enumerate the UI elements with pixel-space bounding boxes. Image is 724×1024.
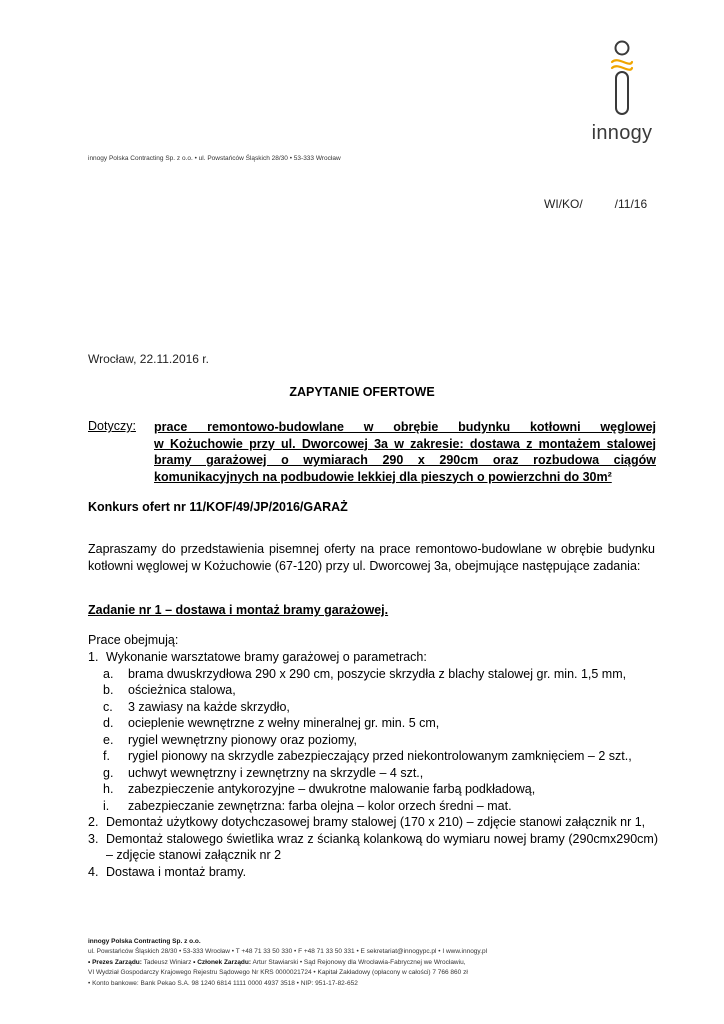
- innogy-logo-icon: [606, 38, 638, 118]
- list-item: [88, 864, 658, 881]
- innogy-logo: [582, 38, 662, 148]
- document-title: ZAPYTANIE OFERTOWE: [289, 385, 435, 399]
- footer-president: Tadeusz Winiarz: [143, 958, 192, 966]
- sub-item: [88, 765, 658, 782]
- footer-contact: ul. Powstańców Śląskich 28/30 • 53-333 Wrocław • T +48 71 33 50 330 • F +48 71 33 50 331 • E sekretariat@innogypc.pl • I www.innogy.pl: [88, 948, 488, 956]
- footer-company: innogy Polska Contracting Sp. z o.o.: [88, 938, 201, 945]
- subject-line: w Kożuchowie przy ul. Dworcowej 3a w zakresie: dostawa z montażem stalowej: [154, 436, 656, 451]
- sub-item-text: 3 zawiasy na każde skrzydło,: [128, 699, 290, 714]
- document-date: Wrocław, 22.11.2016 r.: [88, 352, 209, 366]
- item-number: 4.: [88, 864, 99, 879]
- sub-item: [88, 699, 658, 716]
- item-text: Dostawa i montaż bramy.: [106, 864, 247, 879]
- item-text: Demontaż stalowego świetlika wraz z ścianką kolankową do wymiaru nowej bramy (290cmx290cm) – zdjęcie stanowi załącznik nr 2: [106, 831, 658, 862]
- sub-item-text: rygiel pionowy na skrzydle zabezpieczający przed niekontrolowanym zamknięciem – 2 szt.,: [128, 749, 632, 763]
- item-number: 3.: [88, 831, 99, 846]
- item-text: Wykonanie warsztatowe bramy garażowej o parametrach:: [106, 650, 427, 664]
- contest-number: Konkurs ofert nr 11/KOF/49/JP/2016/GARAŻ: [88, 500, 348, 514]
- sub-item: [88, 666, 658, 683]
- sub-item-text: brama dwuskrzydłowa 290 x 290 cm, poszycie skrzydła z blachy stalowej gr. min. 1,5 mm,: [128, 666, 627, 681]
- sub-item-text: ocieplenie wewnętrzne z wełny mineralnej gr. min. 5 cm,: [128, 716, 440, 730]
- item-number: 2.: [88, 815, 99, 829]
- header-address: innogy Polska Contracting Sp. z o.o. • ul. Powstańców Śląskich 28/30 • 53-333 Wrocław: [88, 155, 341, 162]
- reference-suffix: /11/16: [614, 197, 648, 211]
- subject-line: komunikacyjnych na podbudowie lekkiej dla pieszych o powierzchni do 30m²: [154, 469, 612, 484]
- footer: [88, 937, 648, 989]
- sub-item-letter: g.: [103, 765, 114, 780]
- subject-line: bramy garażowej o wymiarach 290 x 290cm oraz rozbudowa ciągów: [154, 453, 656, 467]
- intro-paragraph: Zapraszamy do przedstawienia pisemnej oferty na prace remontowo-budowlane w obrębie budynku kotłowni węglowej w Kożuchowie (67-120) przy ul. Dworcowej 3a, obejmujące następujące zadania:: [88, 542, 655, 573]
- item-text: Demontaż użytkowy dotychczasowej bramy stalowej (170 x 210) – zdjęcie stanowi załącznik nr 1,: [106, 815, 646, 829]
- sub-item-letter: e.: [103, 732, 114, 747]
- list-item: [88, 831, 658, 864]
- sub-item: [88, 732, 658, 749]
- subject-label: Dotyczy:: [88, 419, 136, 433]
- sub-item-text: uchwyt wewnętrzny i zewnętrzny na skrzydle – 4 szt.,: [128, 765, 424, 780]
- footer-registry: VI Wydział Gospodarczy Krajowego Rejestru Sądowego Nr KRS 0000021724 • Kapitał Zakładowy (opłacony w całości) 7 766 860 zł: [88, 969, 468, 977]
- sub-item-letter: d.: [103, 716, 114, 730]
- sub-item-text: rygiel wewnętrzny pionowy oraz poziomy,: [128, 732, 358, 747]
- sub-item-text: ościeżnica stalowa,: [128, 683, 236, 697]
- sub-item: [88, 781, 658, 798]
- subject-text: [154, 419, 656, 485]
- subject-line: prace remontowo-budowlane w obrębie budynku kotłowni węglowej: [154, 420, 656, 434]
- sub-item: [88, 715, 658, 732]
- sub-item-letter: i.: [103, 798, 110, 813]
- list-item: [88, 814, 658, 831]
- footer-board-label: • Prezes Zarządu:: [88, 958, 142, 966]
- sub-item-letter: h.: [103, 782, 114, 796]
- scope-label: Prace obejmują:: [88, 633, 179, 647]
- sub-item: [88, 748, 658, 765]
- sub-item-letter: a.: [103, 666, 114, 681]
- footer-bank: • Konto bankowe: Bank Pekao S.A. 98 1240 6814 1111 0000 4937 3518 • NIP: 951-17-82-652: [88, 979, 358, 987]
- document-reference: [544, 197, 647, 211]
- sub-item: [88, 798, 658, 815]
- footer-member: Artur Stawiarski • Sąd Rejonowy dla Wrocławia-Fabrycznej we Wrocławiu,: [252, 958, 466, 966]
- reference-prefix: WI/KO/: [544, 197, 583, 211]
- sub-item-letter: c.: [103, 699, 113, 714]
- logo-wordmark: innogy: [591, 122, 653, 144]
- footer-board: [88, 958, 648, 968]
- sub-item-letter: f.: [103, 749, 110, 763]
- item-number: 1.: [88, 650, 99, 664]
- task-list: [88, 649, 658, 880]
- footer-member-label: • Członek Zarządu:: [193, 958, 252, 966]
- sub-item: [88, 682, 658, 699]
- sub-item-letter: b.: [103, 683, 114, 697]
- sub-item-text: zabezpieczenie antykorozyjne – dwukrotne malowanie farbą podkładową,: [128, 782, 536, 796]
- sub-item-text: zabezpieczanie zewnętrzna: farba olejna – kolor orzech średni – mat.: [128, 798, 512, 813]
- task-title: Zadanie nr 1 – dostawa i montaż bramy garażowej.: [88, 603, 389, 617]
- list-item: [88, 649, 658, 666]
